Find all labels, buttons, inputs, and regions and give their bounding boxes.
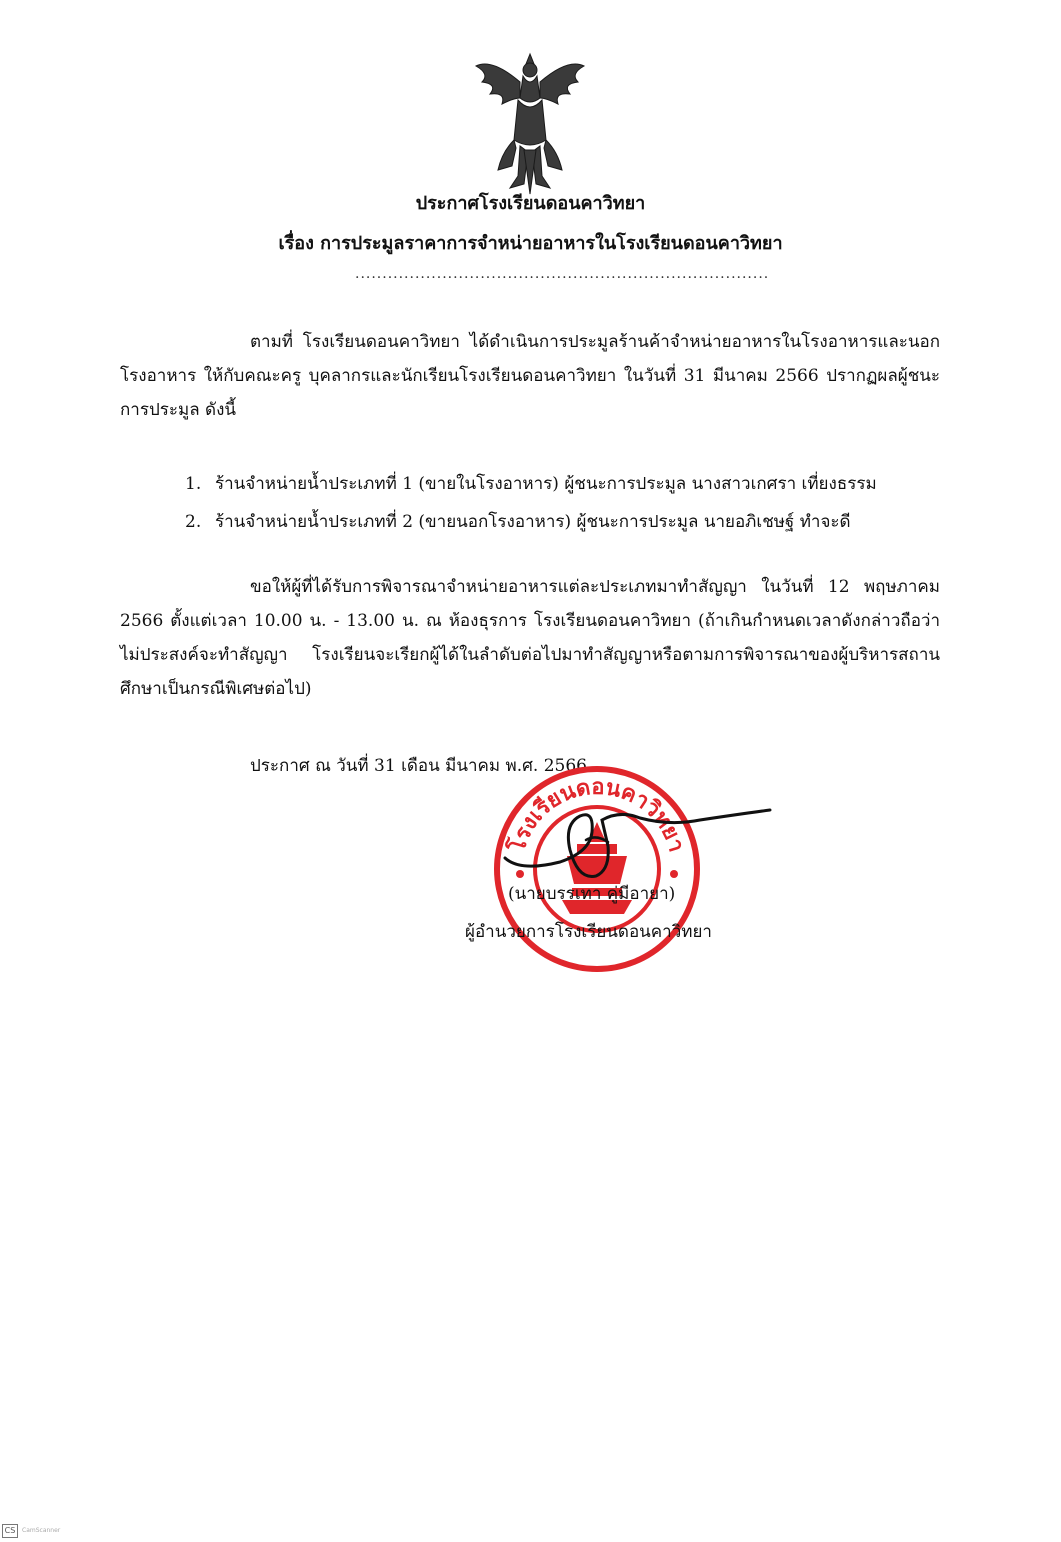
paragraph-contract-notice: ขอให้ผู้ที่ได้รับการพิจารณาจำหน่ายอาหารแต่ละประเภทมาทำสัญญา ในวันที่ 12 พฤษภาคม 2566 ตั้งแต่เวลา 10.00 น. - 13.00 น. ณ ห้องธุรการ โรงเรียนดอนคาวิทยา (ถ้าเกินกำหนดเวลาดังกล่าวถือว่าไม่ประสงค์จะทำสัญญา โรงเรียนจะเรียกผู้ได้ในลำดับต่อไปมาทำสัญญาหรือตามการพิจารณาของผู้บริหารสถานศึกษาเป็นกรณีพิเศษต่อไป) <box>120 577 940 699</box>
announcement-title: ประกาศโรงเรียนดอนคาวิทยา <box>415 193 646 214</box>
garuda-emblem-icon <box>472 48 588 198</box>
list-item-text: ร้านจำหน่ายน้ำประเภทที่ 2 (ขายนอกโรงอาหาร) ผู้ชนะการประมูล นายอภิเชษฐ์ ทำจะดี <box>215 512 851 532</box>
svg-text:โรงเรียนดอนคาวิทยา: โรงเรียนดอนคาวิทยา <box>505 774 689 855</box>
announcement-subject: เรื่อง การประมูลราคาการจำหน่ายอาหารในโรงเรียนดอนคาวิทยา <box>278 233 783 254</box>
list-item-number: 1. <box>185 474 202 494</box>
camscanner-badge: CS <box>2 1524 18 1538</box>
camscanner-label: CamScanner <box>22 1527 61 1534</box>
list-item-text: ร้านจำหน่ายน้ำประเภทที่ 1 (ขายในโรงอาหาร) ผู้ชนะการประมูล นางสาวเกศรา เที่ยงธรรม <box>215 474 877 494</box>
signer-name: (นายบรรเทา คู่มีอายา) <box>508 884 676 904</box>
paragraph-intro: ตามที่ โรงเรียนดอนคาวิทยา ได้ดำเนินการประมูลร้านค้าจำหน่ายอาหารในโรงอาหารและนอกโรงอาหาร ให้กับคณะครู บุคลากรและนักเรียนโรงเรียนดอนคาวิทยา ในวันที่ 31 มีนาคม 2566 ปรากฏผลผู้ชนะการประมูล ดังนี้ <box>120 332 940 420</box>
list-item <box>185 470 965 497</box>
issue-date: ประกาศ ณ วันที่ 31 เดือน มีนาคม พ.ศ. 2566 <box>250 756 587 776</box>
list-item-number: 2. <box>185 512 202 532</box>
signer-position: ผู้อำนวยการโรงเรียนดอนคาวิทยา <box>465 922 712 942</box>
separator-dots: ............................................................................ <box>355 266 770 282</box>
list-item <box>185 508 965 535</box>
